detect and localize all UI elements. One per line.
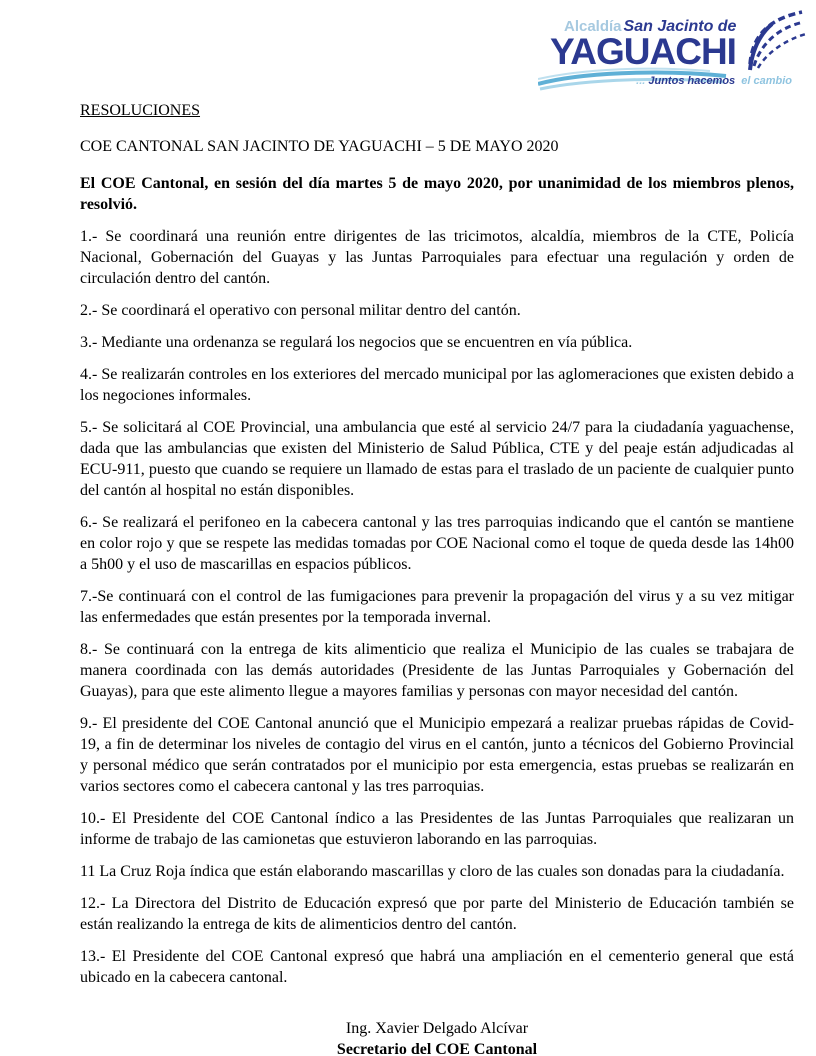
document-title-line: COE CANTONAL SAN JACINTO DE YAGUACHI – 5 DE MAYO 2020 xyxy=(80,138,559,155)
yaguachi-logo xyxy=(538,6,806,96)
logo-tagline xyxy=(636,75,792,87)
logo-sanjacinto-text: San Jacinto de xyxy=(623,18,737,35)
resolution-item-9: 9.- El presidente del COE Cantonal anunció que el Municipio empezará a realizar pruebas rápidas de Covid-19, a fin de determinar los niveles de contagio del virus en el cantón, junto a técnicos del Gobierno Provincial y personal médico que serán contratados por el municipio por esta emergencia, estas pruebas se realizarán en varios sectores como el cabecera cantonal y las tres parroquias. xyxy=(80,715,794,795)
document-heading: RESOLUCIONES xyxy=(80,102,201,119)
resolution-item-4: 4.- Se realizarán controles en los exteriores del mercado municipal por las aglomeraciones que existen debido a los negociones informales. xyxy=(80,366,794,404)
resolution-item-12: 12.- La Directora del Distrito de Educación expresó que por parte del Ministerio de Educación también se están realizando la entrega de kits de alimenticios dentro del cantón. xyxy=(80,895,794,933)
signature-name: Ing. Xavier Delgado Alcívar xyxy=(345,1020,529,1037)
logo-alcaldia-text: Alcaldía xyxy=(564,18,622,35)
resolution-item-10: 10.- El Presidente del COE Cantonal índico a las Presidentes de las Juntas Parroquiales que realizaran un informe de trabajo de las camionetas que estuvieron laborando en las parroquias. xyxy=(80,810,794,848)
tagline-dots: ... xyxy=(636,75,646,87)
resolution-item-2: 2.- Se coordinará el operativo con personal militar dentro del cantón. xyxy=(80,302,521,319)
tagline-accent-text: el cambio xyxy=(741,75,792,87)
resolution-item-3: 3.- Mediante una ordenanza se regulará los negocios que se encuentren en vía pública. xyxy=(80,334,633,351)
resolution-item-11: 11 La Cruz Roja índica que están elaborando mascarillas y cloro de las cuales son donadas para la ciudadanía. xyxy=(80,863,785,880)
logo-city-text: YAGUACHI xyxy=(550,31,736,72)
tagline-main-text: Juntos hacemos xyxy=(648,75,736,87)
resolution-item-13: 13.- El Presidente del COE Cantonal expresó que habrá una ampliación en el cementerio general que está ubicado en la cabecera cantonal. xyxy=(80,948,794,986)
document-content xyxy=(80,100,794,999)
resolution-item-8: 8.- Se continuará con la entrega de kits alimenticio que realiza el Municipio de las cuales se trabajara de manera coordinada con las demás autoridades (Presidente de las Juntas Parroquiales y Gobernación del Guayas), para que este alimento llegue a mayores familias y personas con mayor necesidad del cantón. xyxy=(80,641,794,700)
document-intro: El COE Cantonal, en sesión del día martes 5 de mayo 2020, por unanimidad de los miembros plenos, resolvió. xyxy=(80,175,794,213)
resolution-item-7: 7.-Se continuará con el control de las fumigaciones para prevenir la propagación del virus y a su vez mitigar las enfermedades que están presentes por la temporada invernal. xyxy=(80,588,794,626)
signature-block xyxy=(80,1018,794,1056)
signature-role: Secretario del COE Cantonal xyxy=(336,1041,538,1056)
resolution-item-6: 6.- Se realizará el perifoneo en la cabecera cantonal y las tres parroquias indicando que el cantón se mantiene en color rojo y que se respete las medidas tomadas por COE Nacional como el toque de queda desde las 14h00 a 5h00 y el uso de mascarillas en espacios públicos. xyxy=(80,514,794,573)
resolution-item-5: 5.- Se solicitará al COE Provincial, una ambulancia que esté al servicio 24/7 para la ciudadanía yaguachense, dada que las ambulancias que existen del Ministerio de Salud Pública, CTE y del peaje están adjudicadas al ECU-911, puesto que cuando se requiere un llamado de estas para el traslado de un paciente de cualquier punto del cantón al hospital no están disponibles. xyxy=(80,419,794,499)
rice-spike-icon xyxy=(744,8,806,72)
resolution-item-1: 1.- Se coordinará una reunión entre dirigentes de las tricimotos, alcaldía, miembros de la CTE, Policía Nacional, Gobernación del Guayas y las Juntas Parroquiales para efectuar una regulación y orden de circulación dentro del cantón. xyxy=(80,228,794,287)
